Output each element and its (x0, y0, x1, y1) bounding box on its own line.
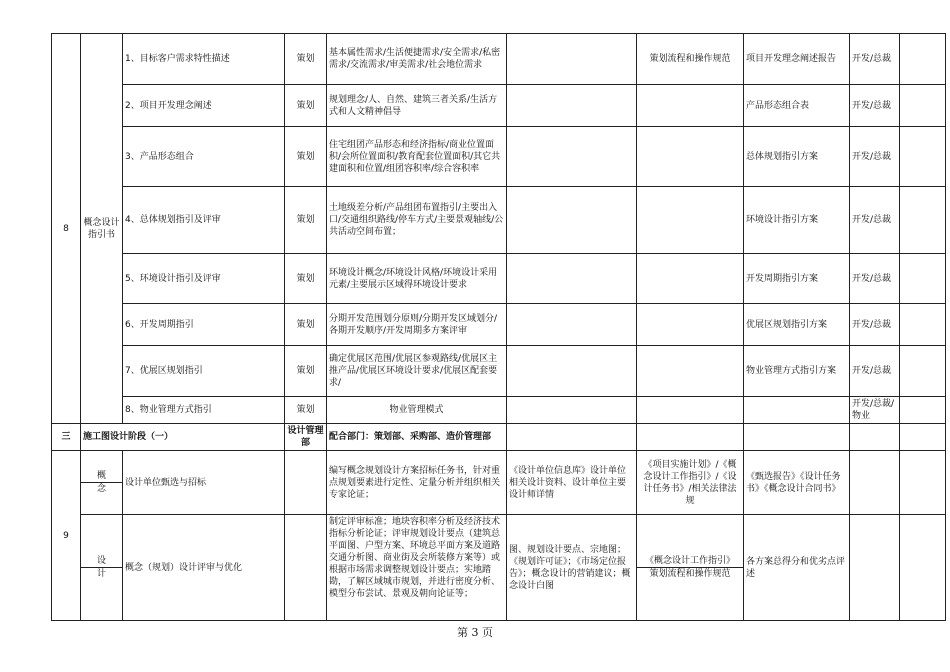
table-row (52, 397, 946, 424)
output-cell: 产品形态组合表 (744, 85, 850, 127)
ref-cell (507, 34, 637, 85)
task-cell: 1、目标客户需求特性描述 (123, 34, 285, 85)
content-cell: 编写概念规划设计方案招标任务书，针对重点规划要素进行定性、定量分析并组织相关专家论证； (327, 451, 507, 515)
task-cell: 7、优展区规划指引 (123, 346, 285, 397)
process-cell (637, 187, 744, 254)
section-title: 施工图设计阶段（一） (81, 424, 285, 451)
blank-cell (900, 127, 946, 187)
dept-cell: 策划 (285, 34, 327, 85)
process-cell: 《项目实施计划》/《概念设计工作指引》/《设计任务书》/相关法律法规 (637, 451, 744, 515)
content-cell: 土地级差分析/产品组团布置指引/主要出入口/交通组织路线/停车方式/主要景观轴线/公共活动空间布置； (327, 187, 507, 254)
output-cell: 项目开发理念阐述报告 (744, 34, 850, 85)
output-cell: 总体规划指引方案 (744, 127, 850, 187)
section-dept: 设计管理部 (285, 424, 327, 451)
approve-cell: 开发/总裁 (850, 85, 900, 127)
dept-cell: 策划 (285, 397, 327, 424)
dept-cell: 策划 (285, 127, 327, 187)
blank-cell (900, 515, 946, 621)
task-cell: 6、开发周期指引 (123, 304, 285, 346)
output-cell (744, 397, 850, 424)
ref-cell: 图、规划设计要点、宗地图；《规划许可证》；《市场定位报告》；概念设计的营销建议；概念设计白图 (507, 515, 637, 621)
approve-cell: 开发/总裁 (850, 304, 900, 346)
output-cell: 物业管理方式指引方案 (744, 346, 850, 397)
side-char: 概 (96, 471, 106, 481)
ref-cell (507, 346, 637, 397)
group-number: 8 (52, 34, 81, 424)
output-cell: 环境设计指引方案 (744, 187, 850, 254)
table-row (52, 34, 946, 85)
group-side-cell (81, 515, 123, 621)
approve-cell: 开发/总裁 (850, 127, 900, 187)
output-cell: 优展区规划指引方案 (744, 304, 850, 346)
content-cell: 物业管理模式 (327, 397, 507, 424)
process-table (51, 33, 946, 621)
task-cell: 3、产品形态组合 (123, 127, 285, 187)
process-cell (637, 397, 744, 424)
blank-cell (850, 424, 900, 451)
process-cell (637, 346, 744, 397)
blank-cell (900, 34, 946, 85)
ref-cell: 《设计单位信息库》设计单位相关设计资料、设计单位主要设计师详情 (507, 451, 637, 515)
content-cell: 分期开发范围划分原则/分期开发区域划分/各期开发顺序/开发周期多方案评审 (327, 304, 507, 346)
blank-cell (900, 424, 946, 451)
approve-cell: 开发/总裁 (850, 254, 900, 304)
table-row (52, 187, 946, 254)
task-cell: 设计单位甄选与招标 (123, 451, 285, 515)
section-number: 三 (52, 424, 81, 451)
side-char: 念 (81, 482, 122, 495)
table-row (52, 346, 946, 397)
ref-cell (507, 304, 637, 346)
ref-cell (507, 85, 637, 127)
process-top: 《概念设计工作指引》 (644, 556, 735, 566)
table-row (52, 254, 946, 304)
blank-cell (900, 346, 946, 397)
side-char: 设 (96, 556, 106, 566)
group-number: 9 (52, 451, 81, 621)
task-cell: 2、项目开发理念阐述 (123, 85, 285, 127)
ref-cell (507, 127, 637, 187)
blank-cell (900, 451, 946, 515)
table-row (52, 85, 946, 127)
content-cell: 环境设计概念/环境设计风格/环境设计采用元素/主要展示区域得环境设计要求 (327, 254, 507, 304)
task-cell: 4、总体规划指引及评审 (123, 187, 285, 254)
group-8-body (52, 34, 946, 424)
dept-cell: 策划 (285, 304, 327, 346)
task-cell: 8、物业管理方式指引 (123, 397, 285, 424)
process-cell (637, 127, 744, 187)
approve-cell: 开发/总裁/物业 (850, 397, 900, 424)
dept-cell (285, 451, 327, 515)
section-3-body (52, 424, 946, 621)
table-row (52, 304, 946, 346)
output-cell: 开发周期指引方案 (744, 254, 850, 304)
blank-cell (744, 424, 850, 451)
page-footer: 第 3 页 (457, 626, 493, 639)
blank-cell (900, 254, 946, 304)
output-cell: 《甄选报告》《设计任务书》《概念设计合同书》 (744, 451, 850, 515)
section-coop: 配合部门：策划部、采购部、造价管理部 (327, 424, 507, 451)
blank-cell (637, 424, 744, 451)
blank-cell (850, 451, 900, 515)
task-cell: 5、环境设计指引及评审 (123, 254, 285, 304)
content-cell: 制定评审标准；地块容积率分析及经济技术指标分析论证；评审规划设计要点（建筑总平面图、户型方案、环境总平面方案及道路交通分析图、商业街及会所装修方案等）或根据市场需求调整规划设计要点；实地踏勘，了解区域城市规划，并进行密度分析、模型分布尝试、景观及朝向论证等； (327, 515, 507, 621)
approve-cell: 开发/总裁 (850, 346, 900, 397)
content-cell: 基本属性需求/生活便捷需求/安全需求/私密需求/交流需求/审美需求/社会地位需求 (327, 34, 507, 85)
blank-cell (850, 515, 900, 621)
table-row (52, 451, 946, 515)
section-header-row (52, 424, 946, 451)
group-name: 概念设计指引书 (81, 34, 123, 424)
group-side-cell (81, 451, 123, 515)
blank-cell (900, 85, 946, 127)
process-cell (637, 304, 744, 346)
ref-cell (507, 397, 637, 424)
process-cell (637, 254, 744, 304)
dept-cell: 策划 (285, 85, 327, 127)
dept-cell: 策划 (285, 254, 327, 304)
process-cell (637, 515, 744, 621)
dept-cell: 策划 (285, 187, 327, 254)
ref-cell (507, 254, 637, 304)
table-row (52, 127, 946, 187)
blank-cell (507, 424, 637, 451)
side-char: 计 (81, 567, 122, 580)
approve-cell: 开发/总裁 (850, 187, 900, 254)
blank-cell (900, 187, 946, 254)
ref-cell (507, 187, 637, 254)
table-row (52, 515, 946, 621)
task-cell: 概念（规划）设计评审与优化 (123, 515, 285, 621)
process-cell: 策划流程和操作规范 (637, 34, 744, 85)
blank-cell (900, 397, 946, 424)
dept-cell (285, 515, 327, 621)
content-cell: 住宅组团产品形态和经济指标/商业位置面积/会所位置面积/教育配套位置面积/其它共建面积和位置/组团容积率/综合容积率 (327, 127, 507, 187)
process-cell (637, 85, 744, 127)
content-cell: 规划理念/人、自然、建筑三者关系/生活方式和人文精神倡导 (327, 85, 507, 127)
output-cell: 各方案总得分和优劣点评述 (744, 515, 850, 621)
process-bottom: 策划流程和操作规范 (637, 567, 743, 580)
content-cell: 确定优展区范围/优展区参观路线/优展区主推产品/优展区环境设计要求/优展区配套要求/ (327, 346, 507, 397)
approve-cell: 开发/总裁 (850, 34, 900, 85)
dept-cell: 策划 (285, 346, 327, 397)
blank-cell (900, 304, 946, 346)
